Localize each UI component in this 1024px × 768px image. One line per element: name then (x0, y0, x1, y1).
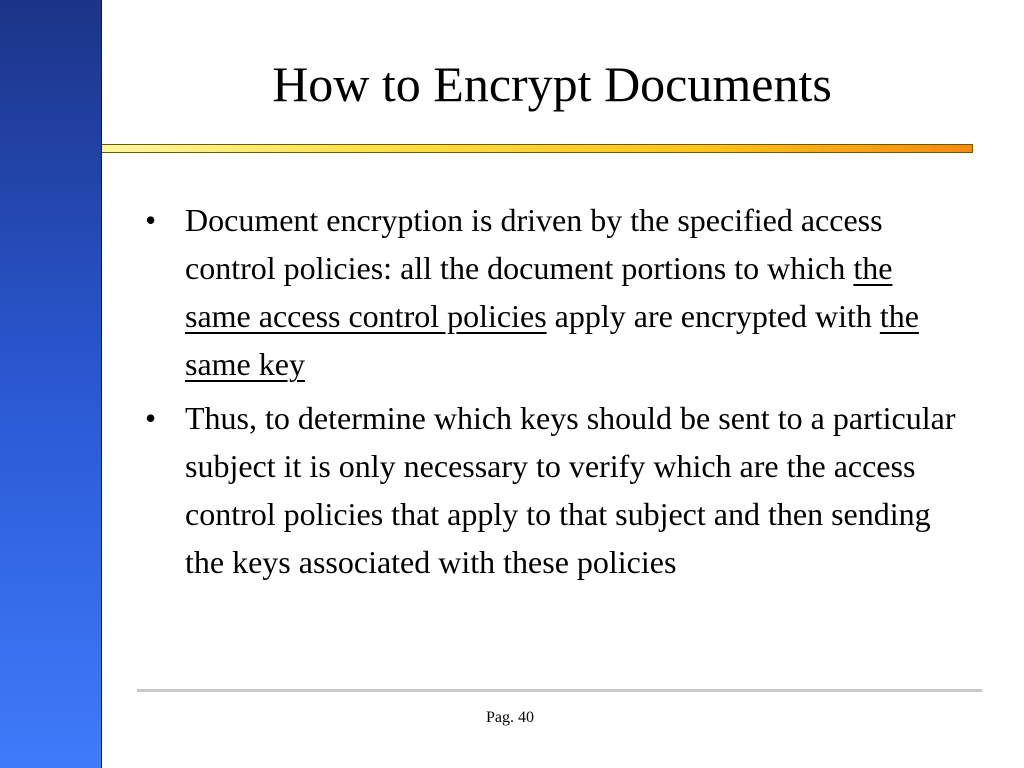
bullet-marker: • (145, 400, 157, 436)
bullet-item-2 (143, 394, 963, 586)
bullet-marker: • (145, 202, 157, 238)
bullet-list (143, 196, 963, 592)
bullet-1-text-cont: apply are encrypted with (546, 298, 880, 334)
footer-rule (137, 689, 982, 692)
title-underline-rule (102, 144, 973, 153)
bullet-item-1 (143, 196, 963, 388)
bullet-1-underlined-key: the same key (185, 298, 919, 382)
slide-title: How to Encrypt Documents (272, 56, 832, 112)
left-sidebar-bar (0, 0, 102, 768)
bullet-1-underlined-policies: the same access control policies (185, 250, 893, 334)
page-number: Pag. 40 (486, 709, 534, 726)
bullet-1-text: Document encryption is driven by the specified access control policies: all the document portions to which (185, 202, 883, 286)
bullet-2-text: Thus, to determine which keys should be sent to a particular subject it is only necessary to verify which are the access control policies that apply to that subject and then sending the keys associated with these policies (185, 400, 956, 580)
